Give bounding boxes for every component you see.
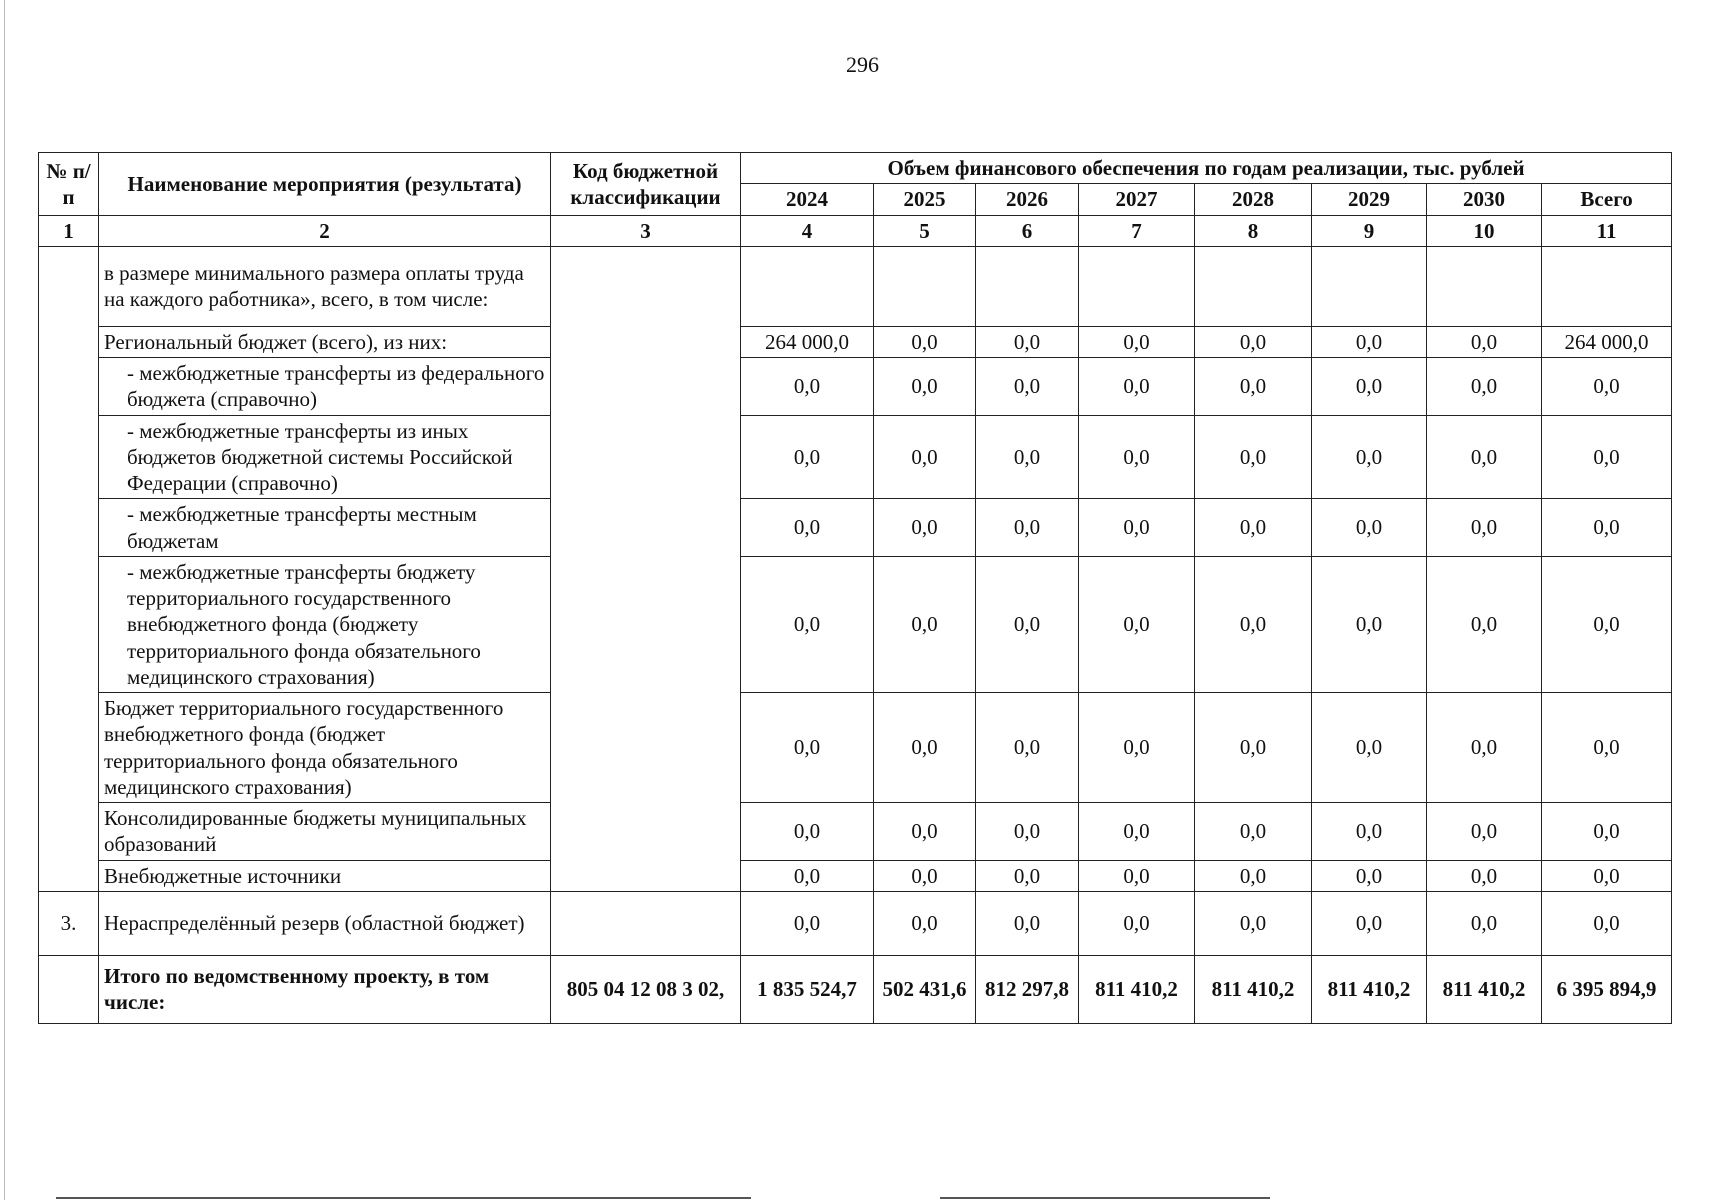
value-cell: 0,0 [874, 556, 976, 692]
header-total: Всего [1542, 184, 1672, 215]
row-name: Внебюджетные источники [99, 860, 551, 891]
value-cell: 0,0 [1427, 860, 1542, 891]
total-row [39, 955, 1672, 1023]
value-cell: 0,0 [1427, 326, 1542, 357]
value-cell: 0,0 [1079, 693, 1195, 803]
value-cell: 0,0 [1312, 693, 1427, 803]
header-year: 2027 [1079, 184, 1195, 215]
value-cell [1195, 246, 1312, 326]
value-cell: 0,0 [1542, 693, 1672, 803]
value-cell: 0,0 [1427, 556, 1542, 692]
value-cell: 0,0 [741, 556, 874, 692]
column-number: 10 [1427, 215, 1542, 246]
column-number-row [39, 215, 1672, 246]
value-cell: 0,0 [1079, 326, 1195, 357]
value-cell: 0,0 [741, 415, 874, 499]
value-cell: 0,0 [741, 499, 874, 557]
total-value: 6 395 894,9 [1542, 955, 1672, 1023]
total-value: 811 410,2 [1195, 955, 1312, 1023]
value-cell: 0,0 [1427, 499, 1542, 557]
budget-table [38, 152, 1672, 1024]
header-row-1 [39, 153, 1672, 184]
value-cell: 0,0 [1427, 803, 1542, 861]
value-cell: 0,0 [1542, 891, 1672, 955]
bottom-rule-left [56, 1197, 751, 1199]
column-number: 8 [1195, 215, 1312, 246]
value-cell: 0,0 [976, 891, 1079, 955]
value-cell: 0,0 [874, 415, 976, 499]
column-number: 6 [976, 215, 1079, 246]
header-col-volume: Объем финансового обеспечения по годам реализации, тыс. рублей [741, 153, 1672, 184]
column-number: 11 [1542, 215, 1672, 246]
row-name: в размере минимального размера оплаты труда на каждого работника», всего, в том числе: [99, 246, 551, 326]
row-name: Нераспределённый резерв (областной бюджет) [99, 891, 551, 955]
value-cell: 0,0 [741, 693, 874, 803]
table-row [39, 499, 1672, 557]
row-name: - межбюджетные трансферты из иных бюджетов бюджетной системы Российской Федерации (справочно) [99, 415, 551, 499]
value-cell: 0,0 [874, 693, 976, 803]
value-cell: 0,0 [1312, 326, 1427, 357]
table-row [39, 693, 1672, 803]
value-cell: 0,0 [1542, 556, 1672, 692]
value-cell: 0,0 [1312, 499, 1427, 557]
value-cell [1427, 246, 1542, 326]
value-cell: 0,0 [1542, 358, 1672, 416]
value-cell: 0,0 [1079, 803, 1195, 861]
value-cell: 0,0 [874, 499, 976, 557]
value-cell [1542, 246, 1672, 326]
value-cell: 0,0 [1195, 860, 1312, 891]
value-cell: 0,0 [976, 499, 1079, 557]
value-cell: 0,0 [1195, 326, 1312, 357]
row-code-cell [551, 891, 741, 955]
value-cell: 0,0 [1079, 556, 1195, 692]
value-cell: 0,0 [1195, 499, 1312, 557]
total-value: 811 410,2 [1079, 955, 1195, 1023]
table-row [39, 860, 1672, 891]
value-cell: 0,0 [874, 358, 976, 416]
value-cell: 0,0 [1312, 803, 1427, 861]
column-number: 9 [1312, 215, 1427, 246]
row-num-cell [39, 955, 99, 1023]
row-code-cell [551, 246, 741, 891]
total-value: 812 297,8 [976, 955, 1079, 1023]
value-cell: 0,0 [1312, 891, 1427, 955]
row-num-cell [39, 246, 99, 891]
value-cell [976, 246, 1079, 326]
table-row [39, 891, 1672, 955]
value-cell: 264 000,0 [741, 326, 874, 357]
value-cell: 0,0 [1427, 358, 1542, 416]
column-number: 2 [99, 215, 551, 246]
value-cell: 0,0 [874, 891, 976, 955]
value-cell: 0,0 [1542, 499, 1672, 557]
value-cell [874, 246, 976, 326]
total-code: 805 04 12 08 3 02, [551, 955, 741, 1023]
page-number: 296 [846, 52, 879, 77]
value-cell: 0,0 [1195, 803, 1312, 861]
value-cell: 0,0 [1312, 556, 1427, 692]
value-cell: 0,0 [1312, 358, 1427, 416]
table-row [39, 803, 1672, 861]
value-cell: 0,0 [1542, 860, 1672, 891]
value-cell: 0,0 [741, 803, 874, 861]
row-name: Бюджет территориального государственного внебюджетного фонда (бюджет территориального фонда обязательного медицинского страхования) [99, 693, 551, 803]
header-year: 2024 [741, 184, 874, 215]
header-col-name: Наименование мероприятия (результата) [99, 153, 551, 216]
column-number: 7 [1079, 215, 1195, 246]
value-cell: 264 000,0 [1542, 326, 1672, 357]
value-cell: 0,0 [1427, 693, 1542, 803]
row-name: - межбюджетные трансферты из федерального бюджета (справочно) [99, 358, 551, 416]
value-cell: 0,0 [976, 693, 1079, 803]
value-cell: 0,0 [976, 556, 1079, 692]
header-year: 2026 [976, 184, 1079, 215]
value-cell: 0,0 [874, 803, 976, 861]
table-row [39, 246, 1672, 326]
total-value: 811 410,2 [1427, 955, 1542, 1023]
scan-edge-line [4, 0, 5, 1200]
header-col-num: № п/п [39, 153, 99, 216]
total-value: 811 410,2 [1312, 955, 1427, 1023]
total-value: 502 431,6 [874, 955, 976, 1023]
value-cell: 0,0 [741, 358, 874, 416]
value-cell: 0,0 [1079, 358, 1195, 416]
value-cell: 0,0 [874, 326, 976, 357]
value-cell [1079, 246, 1195, 326]
value-cell: 0,0 [1427, 891, 1542, 955]
value-cell: 0,0 [1195, 891, 1312, 955]
column-number: 5 [874, 215, 976, 246]
row-num-cell: 3. [39, 891, 99, 955]
column-number: 1 [39, 215, 99, 246]
value-cell: 0,0 [1079, 860, 1195, 891]
value-cell: 0,0 [976, 415, 1079, 499]
value-cell: 0,0 [1079, 891, 1195, 955]
value-cell: 0,0 [976, 803, 1079, 861]
value-cell: 0,0 [1079, 499, 1195, 557]
value-cell: 0,0 [1195, 693, 1312, 803]
bottom-rule-right [940, 1197, 1270, 1199]
value-cell: 0,0 [1195, 358, 1312, 416]
row-name: - межбюджетные трансферты бюджету территориального государственного внебюджетного фонда (бюджету территориального фонда обязательного медицинского страхования) [99, 556, 551, 692]
header-col-code: Код бюджетной классификации [551, 153, 741, 216]
value-cell: 0,0 [1195, 556, 1312, 692]
header-year: 2029 [1312, 184, 1427, 215]
total-label: Итого по ведомственному проекту, в том числе: [99, 955, 551, 1023]
table-row [39, 358, 1672, 416]
value-cell: 0,0 [976, 358, 1079, 416]
value-cell: 0,0 [1195, 415, 1312, 499]
row-name: Консолидированные бюджеты муниципальных образований [99, 803, 551, 861]
header-year: 2028 [1195, 184, 1312, 215]
value-cell: 0,0 [1542, 803, 1672, 861]
table-row [39, 326, 1672, 357]
table-row [39, 415, 1672, 499]
table-row [39, 556, 1672, 692]
value-cell: 0,0 [1079, 415, 1195, 499]
value-cell: 0,0 [1312, 415, 1427, 499]
value-cell: 0,0 [976, 326, 1079, 357]
header-year: 2030 [1427, 184, 1542, 215]
value-cell [1312, 246, 1427, 326]
value-cell: 0,0 [1427, 415, 1542, 499]
value-cell: 0,0 [1542, 415, 1672, 499]
value-cell: 0,0 [874, 860, 976, 891]
value-cell [741, 246, 874, 326]
row-name: - межбюджетные трансферты местным бюджетам [99, 499, 551, 557]
value-cell: 0,0 [976, 860, 1079, 891]
row-name: Региональный бюджет (всего), из них: [99, 326, 551, 357]
column-number: 3 [551, 215, 741, 246]
value-cell: 0,0 [741, 891, 874, 955]
column-number: 4 [741, 215, 874, 246]
total-value: 1 835 524,7 [741, 955, 874, 1023]
value-cell: 0,0 [1312, 860, 1427, 891]
value-cell: 0,0 [741, 860, 874, 891]
header-year: 2025 [874, 184, 976, 215]
